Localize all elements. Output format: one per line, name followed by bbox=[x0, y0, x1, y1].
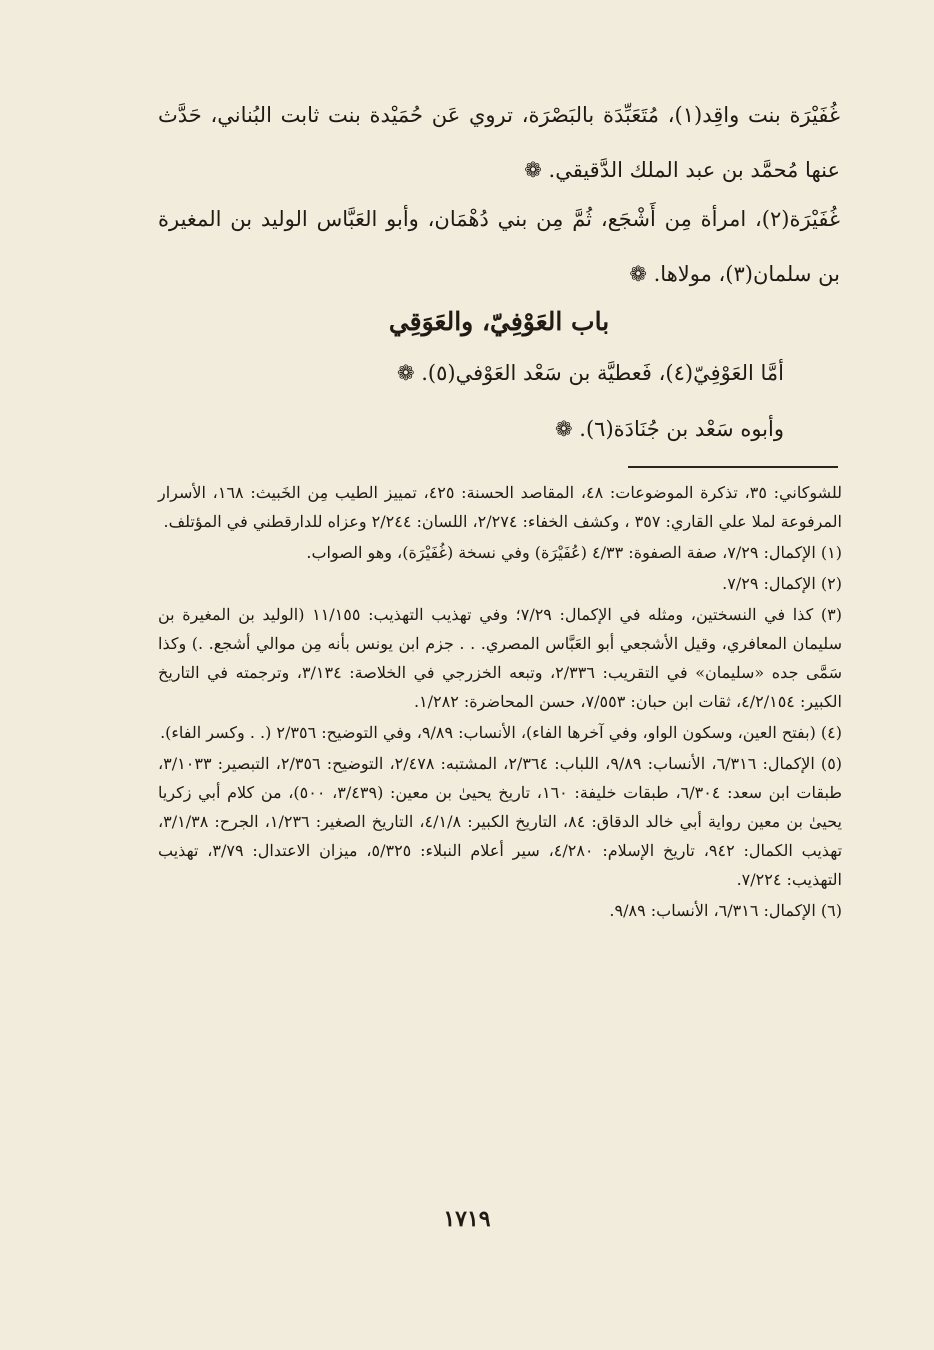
footnote-3: (٣) كذا في النسختين، ومثله في الإكمال: ٧/٢٩؛ وفي تهذيب التهذيب: ١١/١٥٥ (الوليد بن المغيرة بن سليمان المعافري، وقيل الأشجعي أبو العَبَّاس المصري. . . جزم ابن يونس بأنه مِن موالي أشجع. .) وكذا سَمَّى جده «سليمان» في التقريب: ٢/٣٣٦، وتبعه الخزرجي في الخلاصة: ٣/١٣٤، وترجمته في التاريخ الكبير: ٤/٢/١٥٤، ثقات ابن حبان: ٧/٥٥٣، حسن المحاضرة: ١/٢٨٢. bbox=[158, 605, 843, 711]
entry-ghufayra-bint-waqid: غُفَيْرَة بنت واقِد(١)، مُتَعَبِّدَة بالبَصْرَة، تروي عَن حُمَيْدة بنت ثابت البُناني، حَدَّث عنها مُحمَّد بن عبد الملك الدَّقيقي. ❁ bbox=[158, 103, 840, 182]
footnotes bbox=[158, 478, 842, 925]
footnote-6: (٦) الإكمال: ٦/٣١٦، الأنساب: ٩/٨٩. bbox=[609, 901, 842, 920]
entry-al-awfi: أمَّا العَوْفِيّ(٤)، فَعطيَّة بن سَعْد العَوْفي(٥). ❁ bbox=[396, 361, 784, 385]
chapter-heading: باب العَوْفِيّ، والعَوَقِي bbox=[388, 307, 610, 336]
page-number: ١٧١٩ bbox=[443, 1206, 491, 1232]
entry-ghufayra-ashjaiyya: غُفَيْرَة(٢)، امرأة مِن أَشْجَع، ثُمَّ مِن بني دُهْمَان، وأبو العَبَّاس الوليد بن المغيرة بن سلمان(٣)، مولاها. ❁ bbox=[158, 207, 840, 286]
footnote-continuation: للشوكاني: ٣٥، تذكرة الموضوعات: ٤٨، المقاصد الحسنة: ٤٢٥، تمييز الطيب مِن الخَبيث: ١٦٨، الأسرار المرفوعة لملا علي القاري: ٣٥٧ ، وكشف الخفاء: ٢/٢٧٤، اللسان: ٢/٢٤٤ وعزاه للدارقطني في المؤتلف. bbox=[158, 483, 843, 531]
footnote-1: (١) الإكمال: ٧/٢٩، صفة الصفوة: ٤/٣٣ (عُفَيْرَة) وفي نسخة (غُفَيْرَة)، وهو الصواب. bbox=[306, 543, 842, 562]
footnote-5: (٥) الإكمال: ٦/٣١٦، الأنساب: ٩/٨٩، اللباب: ٢/٣٦٤، المشتبه: ٢/٤٧٨، التوضيح: ٢/٣٥٦، التبصير: ٣/١٠٣٣، طبقات ابن سعد: ٦/٣٠٤، طبقات خليفة: ١٦٠، تاريخ يحيىٰ بن معين: (٣/٤٣٩، ٥٠٠)، من كلام أبي زكريا يحيىٰ بن معين رواية أبي خالد الدقاق: ٨٤، التاريخ الكبير: ٤/١/٨، التاريخ الصغير: ١/٢٣٦، الجرح: ٣/١/٣٨، تهذيب الكمال: ٩٤٢، تاريخ الإسلام: ٤/٢٨٠، سير أعلام النبلاء: ٥/٣٢٥، ميزان الاعتدال: ٣/٧٩، تهذيب التهذيب: ٧/٢٢٤. bbox=[158, 754, 843, 889]
footnote-2: (٢) الإكمال: ٧/٢٩. bbox=[722, 574, 842, 593]
footnote-separator bbox=[628, 466, 838, 468]
footnote-4: (٤) (بفتح العين، وسكون الواو، وفي آخرها الفاء)، الأنساب: ٩/٨٩، وفي التوضيح: ٢/٣٥٦ (. . وكسر الفاء). bbox=[160, 723, 842, 742]
entry-sad-bin-junada: وأبوه سَعْد بن جُنَادَة(٦). ❁ bbox=[555, 417, 784, 441]
